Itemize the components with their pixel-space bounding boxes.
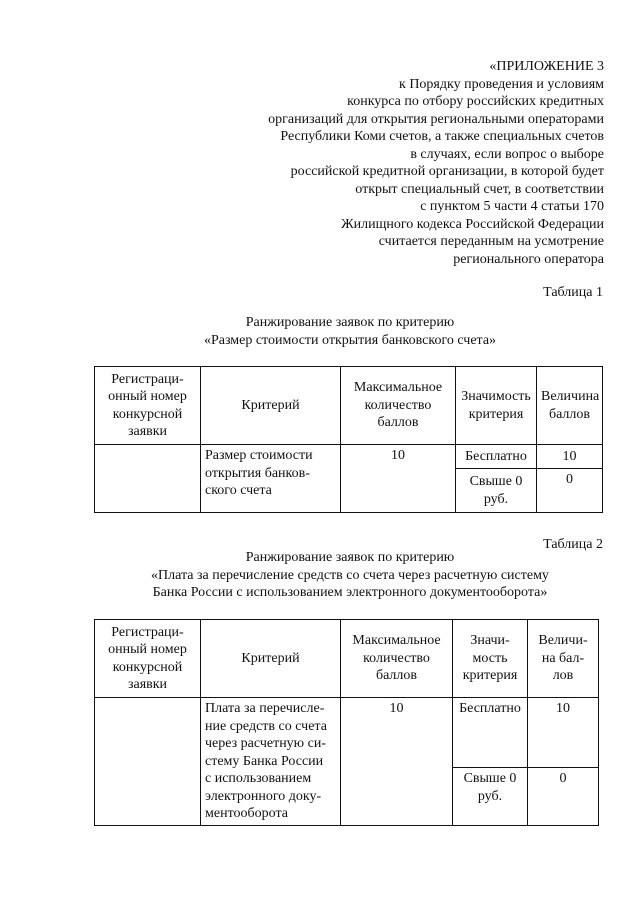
caption-line: «Плата за перечисление средств со счета через расчетную систему: [151, 567, 549, 583]
cell-max-points: 10: [341, 445, 456, 513]
header-criterion: Критерий: [201, 367, 341, 445]
cell-max-points: 10: [341, 698, 453, 826]
cell-criterion-value: Свыше 0 руб.: [453, 768, 528, 826]
header-reg-number: Регистраци- онный номер конкурсной заявки: [95, 367, 201, 445]
caption-line: Ранжирование заявок по критерию: [245, 315, 455, 330]
cell-points: 0: [537, 469, 603, 513]
cell-criterion: Плата за перечисле- ние средств со счета через расчетную си- стему Банка России с использованием электронного доку- ментооборота: [201, 698, 341, 826]
cell-criterion-value: Бесплатно: [456, 445, 537, 469]
appendix-line: «ПРИЛОЖЕНИЕ 3: [489, 59, 604, 74]
table-row: [95, 698, 599, 768]
header-criterion-value: Значимость критерия: [456, 367, 537, 445]
table-row: [95, 445, 603, 469]
appendix-header: [184, 58, 604, 268]
table1-label: Таблица 1: [543, 285, 603, 300]
cell-criterion-value: Бесплатно: [453, 698, 528, 768]
header-max-points: Максимальное количество баллов: [341, 367, 456, 445]
caption-line: Банка России с использованием электронного документооборота»: [152, 585, 548, 600]
appendix-line: Республики Коми счетов, а также специальных счетов: [280, 129, 604, 144]
table1-caption: [0, 314, 640, 349]
appendix-line: Жилищного кодекса Российской Федерации: [341, 216, 604, 232]
cell-points: 10: [528, 698, 599, 768]
table-header-row: [95, 367, 603, 445]
appendix-line: конкурса по отбору российских кредитных: [347, 94, 604, 109]
header-points: Величина баллов: [537, 367, 603, 445]
caption-line: Ранжирование заявок по критерию: [245, 550, 455, 565]
cell-points: 10: [537, 445, 603, 469]
appendix-line: открыт специальный счет, в соответствии: [355, 181, 604, 197]
appendix-line: регионального оператора: [453, 251, 604, 267]
appendix-line: российской кредитной организации, в которой будет: [290, 164, 604, 179]
appendix-line: в случаях, если вопрос о выборе: [410, 146, 604, 162]
header-max-points: Максимальное количество баллов: [341, 620, 453, 698]
appendix-line: с пунктом 5 части 4 статьи 170: [420, 199, 604, 214]
appendix-line: организаций для открытия региональными операторами: [268, 111, 604, 127]
table2-label: Таблица 2: [543, 537, 603, 552]
header-reg-number: Регистраци- онный номер конкурсной заявки: [95, 620, 201, 698]
cell-reg-number: [95, 698, 201, 826]
table-header-row: [95, 620, 599, 698]
header-criterion: Критерий: [201, 620, 341, 698]
table2-caption: [0, 549, 640, 602]
appendix-line: считается переданным на усмотрение: [378, 234, 604, 249]
cell-criterion: Размер стоимости открытия банков- ского счета: [201, 445, 341, 513]
cell-reg-number: [95, 445, 201, 513]
caption-line: «Размер стоимости открытия банковского счета»: [203, 332, 497, 348]
table2: [94, 619, 599, 826]
header-criterion-value: Значи- мость критерия: [453, 620, 528, 698]
header-points: Величи- на бал- лов: [528, 620, 599, 698]
appendix-line: к Порядку проведения и условиям: [399, 76, 604, 92]
cell-points: 0: [528, 768, 599, 826]
cell-criterion-value: Свыше 0 руб.: [456, 469, 537, 513]
table1: [94, 366, 603, 513]
